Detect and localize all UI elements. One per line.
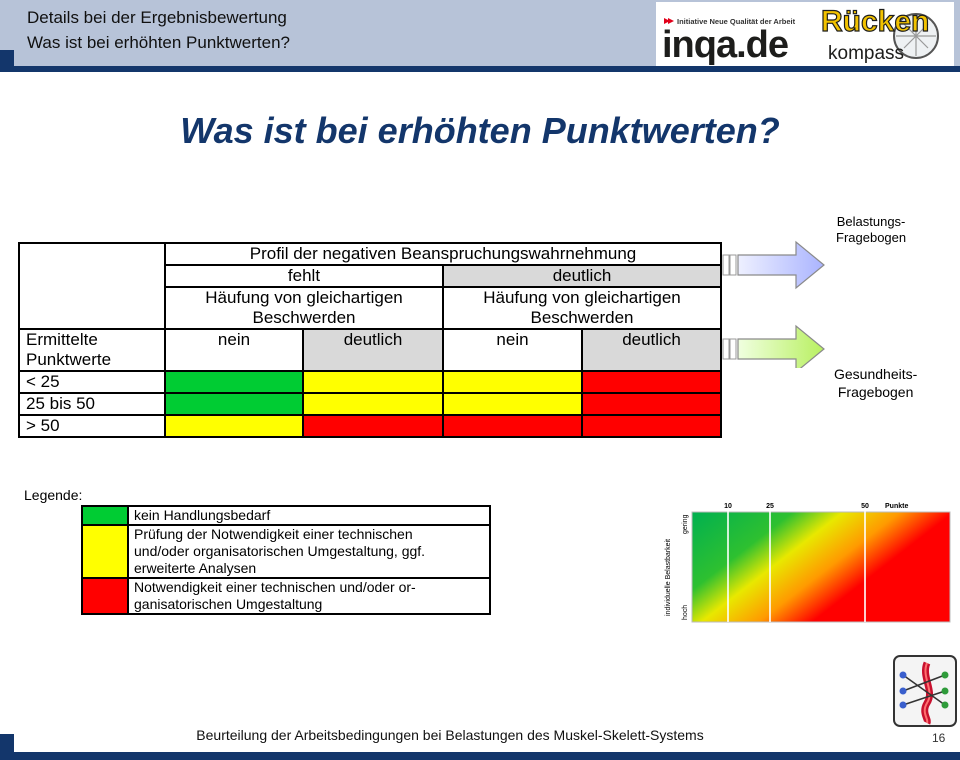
cell-gt50-1 (165, 415, 303, 437)
y-bottom-label: hoch (682, 604, 689, 620)
evaluation-matrix (18, 242, 722, 438)
logo-brand: inqa.de (662, 24, 789, 66)
logo-product-top: Rücken (821, 5, 930, 38)
logo-product-bottom: kompass (828, 43, 905, 64)
legend-title: Legende: (24, 487, 83, 503)
matrix-corner (19, 243, 165, 329)
haeufung-right (443, 287, 721, 329)
matrix-row-25to50 (19, 393, 721, 415)
legend-text-red (128, 578, 490, 614)
gesundheit-line1: Gesundheits- (834, 366, 918, 382)
sub-nein-2: nein (443, 329, 582, 371)
inqa-ruecken-logo (656, 2, 954, 66)
haeufung-right-line2: Beschwerden (530, 308, 634, 327)
haeufung-left-line2: Beschwerden (252, 308, 356, 327)
footer-rule (0, 752, 960, 760)
legend-text-yellow (128, 525, 490, 578)
row-label-gt50: > 50 (19, 415, 165, 437)
header-line-1: Details bei der Ergebnisbewertung (27, 8, 287, 27)
cell-25to50-2 (303, 393, 443, 415)
haeufung-left-line1: Häufung von gleichartigen (205, 288, 403, 307)
arrow-gesundheit-icon (723, 326, 824, 368)
cell-lt25-4 (582, 371, 721, 393)
cell-lt25-1 (165, 371, 303, 393)
label-gesundheits-fragebogen (834, 365, 917, 401)
legend-yellow-line3: erweiterte Analysen (134, 560, 257, 576)
cell-25to50-1 (165, 393, 303, 415)
row-label-lt25: < 25 (19, 371, 165, 393)
legend-red-line1: Notwendigkeit einer technischen und/oder or- (134, 579, 416, 595)
tick-label-25: 25 (766, 503, 774, 510)
legend-yellow-line2: und/oder organisatorischen Umgestaltung, ggf. (134, 543, 426, 559)
cell-lt25-2 (303, 371, 443, 393)
cell-gt50-4 (582, 415, 721, 437)
tick-label-10: 10 (724, 503, 732, 510)
risk-gradient-chart (660, 498, 956, 628)
arrows-graphic (720, 238, 832, 368)
haeufung-right-line1: Häufung von gleichartigen (483, 288, 681, 307)
legend-swatch-red (82, 578, 128, 614)
logo-tagline: Initiative Neue Qualität der Arbeit (677, 17, 796, 26)
legend-red-line2: ganisatorischen Umgestaltung (134, 596, 323, 612)
col-fehlt: fehlt (165, 265, 443, 287)
spine-model-icon (893, 655, 957, 727)
header-accent (0, 50, 14, 72)
belastung-line2: Fragebogen (836, 230, 907, 245)
legend-green-line1: kein Handlungsbedarf (134, 507, 271, 523)
legend-swatch-green (82, 506, 128, 525)
sub-nein-1: nein (165, 329, 303, 371)
row-label-25to50: 25 bis 50 (19, 393, 165, 415)
arrow-belastung-icon (723, 242, 824, 288)
belastung-line1: Belastungs- (836, 214, 906, 229)
haeufung-left (165, 287, 443, 329)
legend-row-red (82, 578, 490, 614)
legend-row-green (82, 506, 490, 525)
footer-text: Beurteilung der Arbeitsbedingungen bei Belastungen des Muskel-Skelett-Systems (196, 727, 704, 743)
matrix-row-lt25 (19, 371, 721, 393)
legend-yellow-line1: Prüfung der Notwendigkeit einer technischen (134, 526, 413, 542)
matrix-row-subheader (19, 329, 721, 371)
gradient-field (692, 512, 950, 622)
cell-gt50-3 (443, 415, 582, 437)
slide-title: Was ist bei erhöhten Punktwerten? (180, 110, 780, 151)
y-top-label: gering (682, 514, 689, 534)
matrix-row-gt50 (19, 415, 721, 437)
row-header (19, 329, 165, 371)
cell-25to50-4 (582, 393, 721, 415)
cell-25to50-3 (443, 393, 582, 415)
header-rule (0, 66, 960, 72)
y-axis-label: individuelle Belastbarkeit (665, 538, 672, 616)
unit-label: Punkte (885, 503, 909, 510)
logo-graphic (656, 2, 954, 66)
cell-lt25-3 (443, 371, 582, 393)
legend-text-green (128, 506, 490, 525)
col-deutlich: deutlich (443, 265, 721, 287)
label-belastungs-fragebogen (836, 214, 906, 246)
tick-label-50: 50 (861, 503, 869, 510)
page-number: 16 (932, 731, 946, 745)
matrix-row-profile (19, 243, 721, 265)
gesundheit-line2: Fragebogen (837, 384, 914, 400)
header-line-2: Was ist bei erhöhten Punktwerten? (27, 33, 291, 52)
row-header-line1: Ermittelte (26, 330, 98, 349)
legend-swatch-yellow (82, 525, 128, 578)
profile-header: Profil der negativen Beanspruchungswahrnehmung (165, 243, 721, 265)
legend-table (81, 505, 491, 615)
sub-deutlich-1: deutlich (303, 329, 443, 371)
legend-row-yellow (82, 525, 490, 578)
row-header-line2: Punktwerte (26, 350, 112, 369)
cell-gt50-2 (303, 415, 443, 437)
sub-deutlich-2: deutlich (582, 329, 721, 371)
